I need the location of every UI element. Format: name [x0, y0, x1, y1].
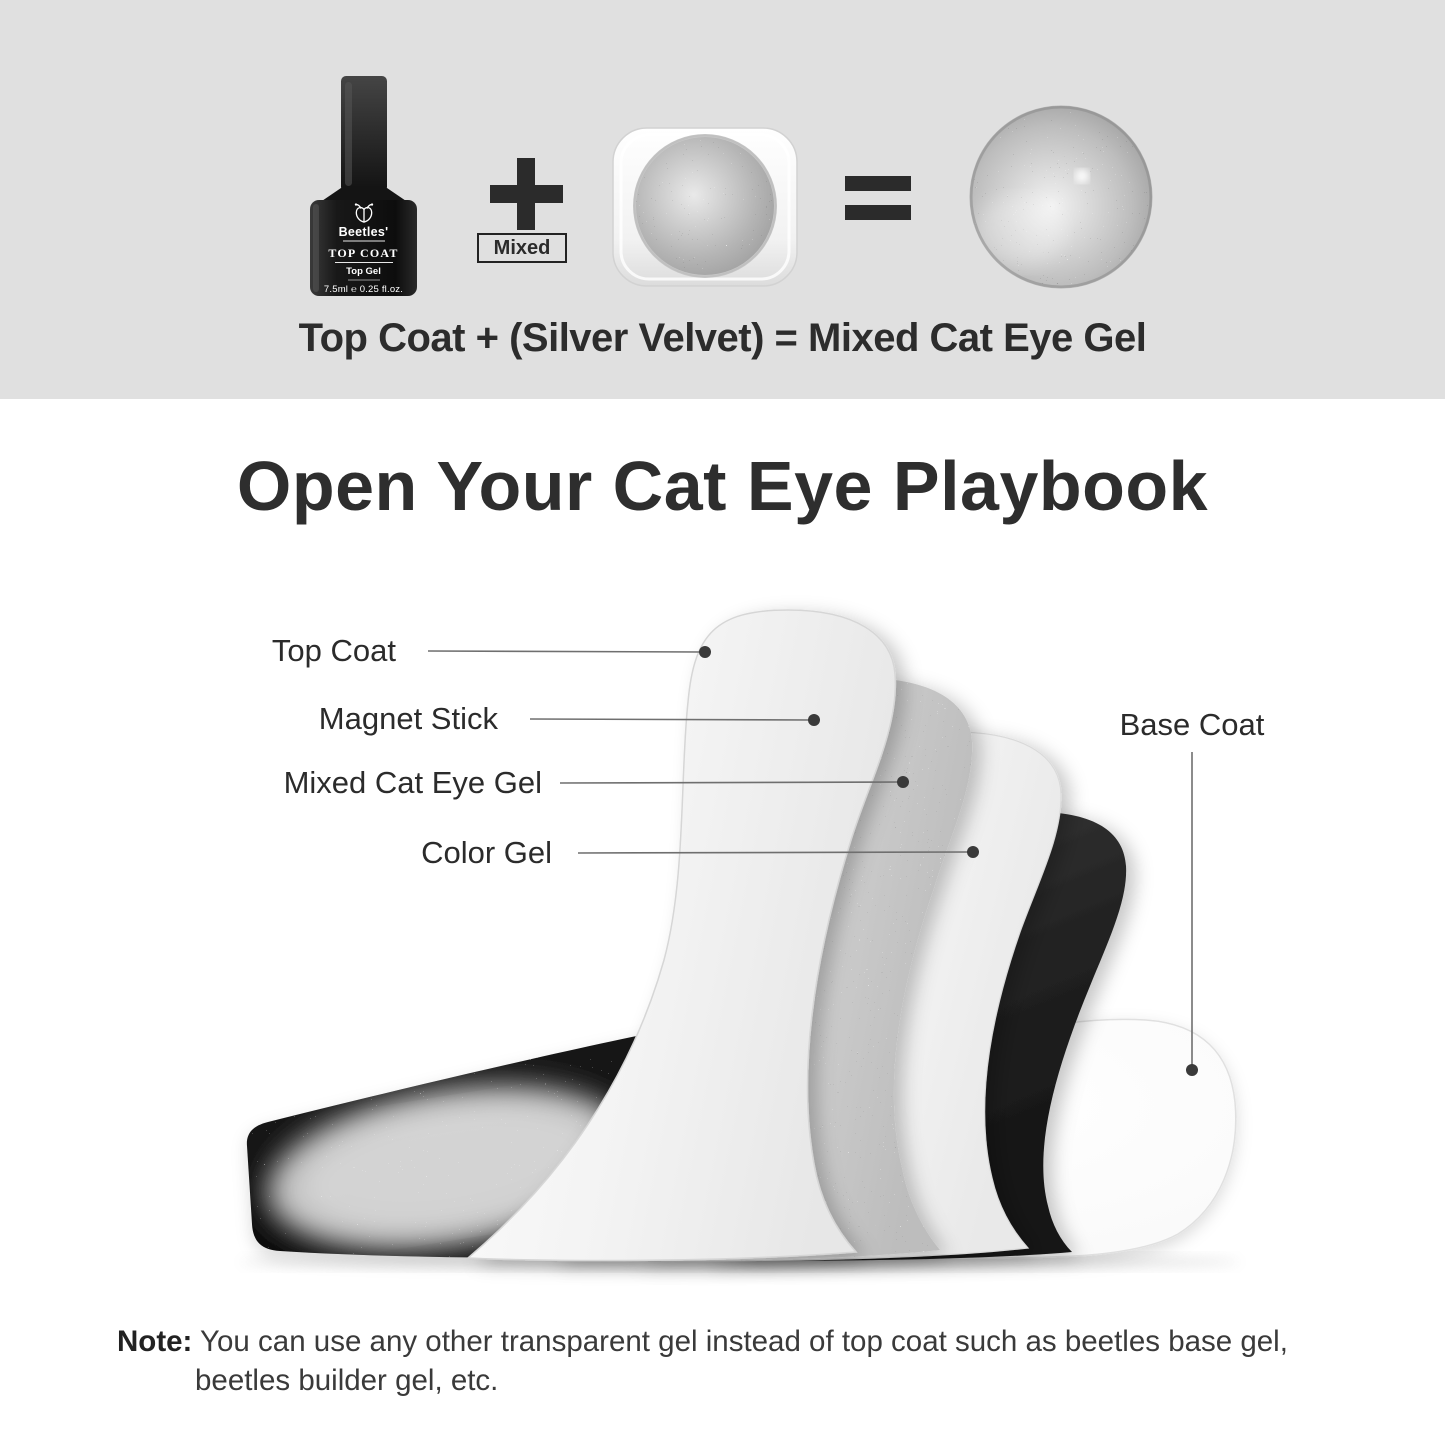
- note-line1: Note: You can use any other transparent gel instead of top coat such as beetles base gel,: [117, 1325, 1288, 1358]
- mixed-badge: Mixed: [477, 233, 567, 263]
- label-base-coat: Base Coat: [1119, 707, 1265, 742]
- label-magnet-stick: Magnet Stick: [318, 701, 498, 736]
- bottle-size: 7.5ml ℮ 0.25 fl.oz.: [323, 283, 404, 295]
- banner-caption: Top Coat + (Silver Velvet) = Mixed Cat Eye Gel: [298, 316, 1147, 360]
- note-line2: beetles builder gel, etc.: [195, 1364, 499, 1397]
- note-prefix: Note:: [117, 1325, 193, 1358]
- label-mixed-cat-eye-gel: Mixed Cat Eye Gel: [283, 765, 542, 800]
- bottle-brand: Beetles': [338, 224, 389, 239]
- note-text: [117, 1322, 1387, 1400]
- label-top-coat: Top Coat: [271, 633, 396, 668]
- bottle-title: TOP COAT: [328, 246, 399, 261]
- page-title: Open Your Cat Eye Playbook: [236, 447, 1209, 525]
- label-color-gel: Color Gel: [421, 835, 552, 870]
- bottle-subtitle: Top Gel: [346, 266, 381, 278]
